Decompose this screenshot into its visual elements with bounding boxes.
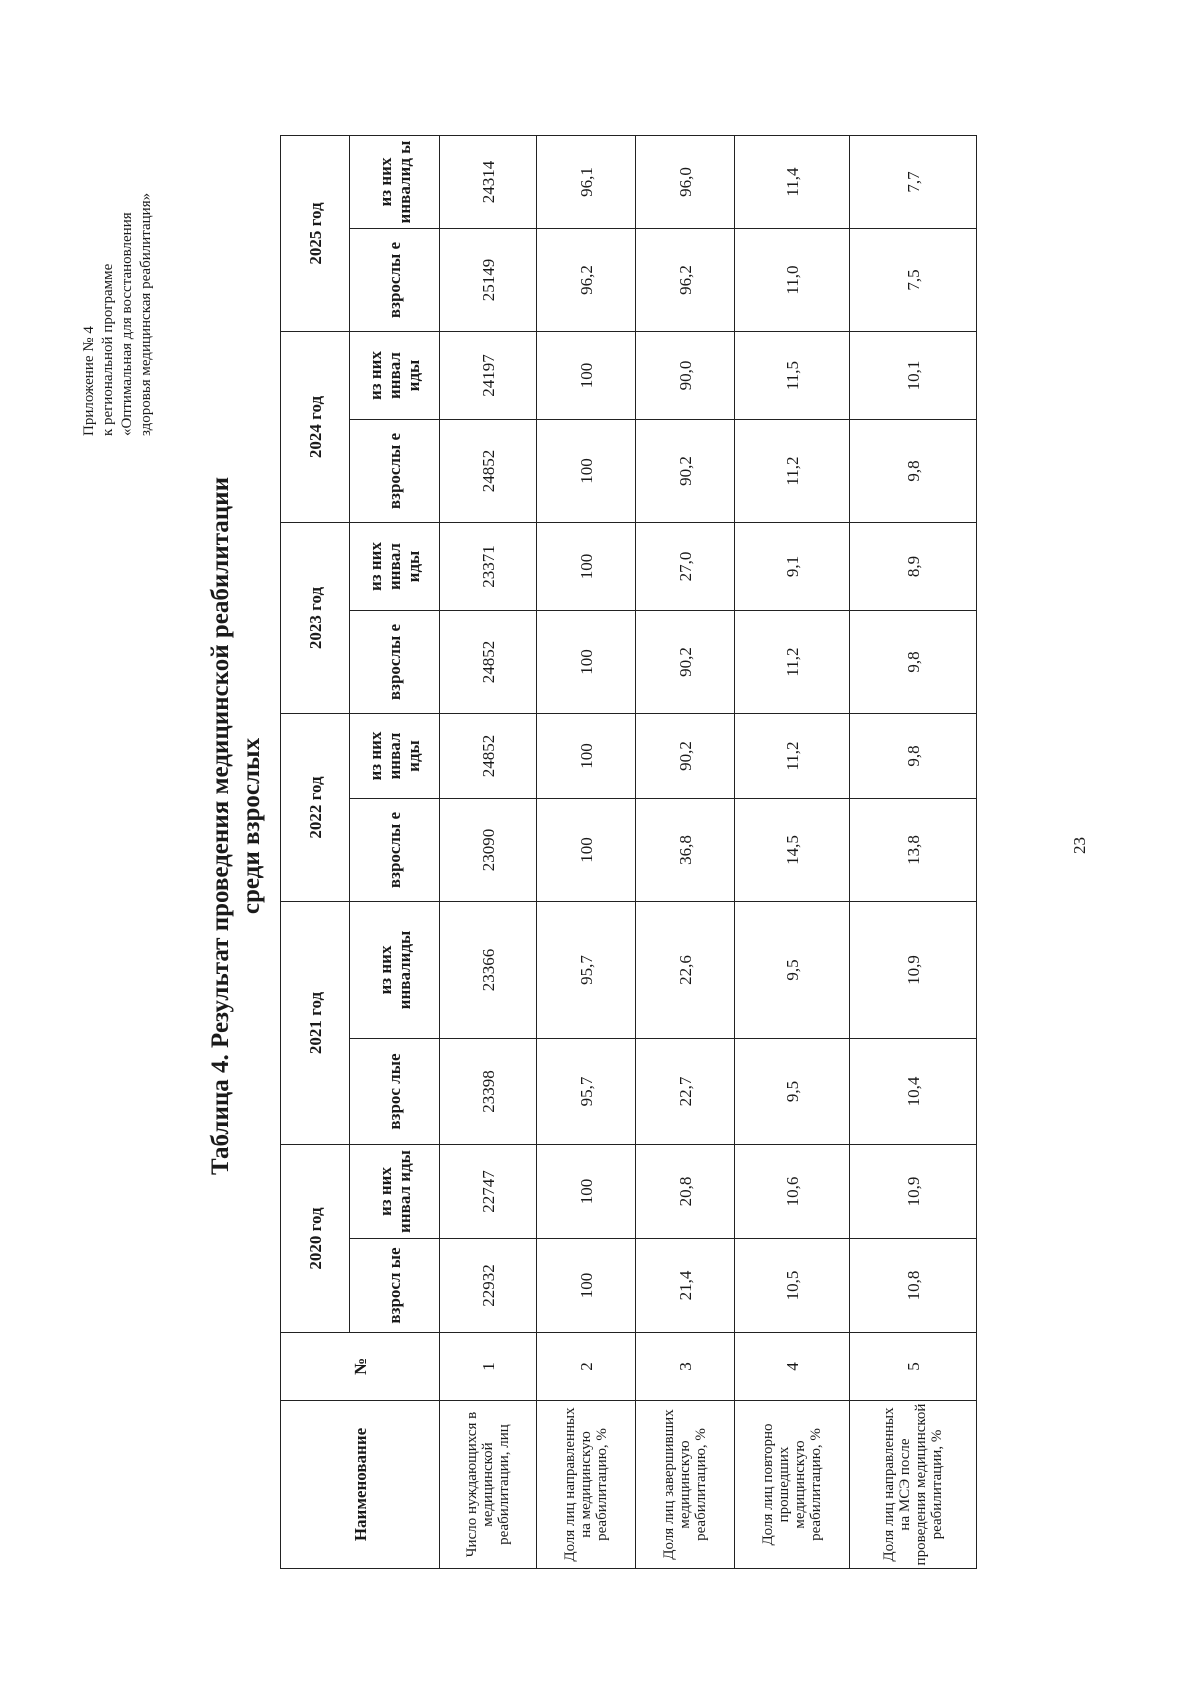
value-cell-disabled: 9,1 bbox=[735, 523, 850, 611]
value-cell-adults: 7,5 bbox=[850, 229, 977, 332]
value-cell-adults: 9,8 bbox=[850, 611, 977, 714]
value-cell-disabled: 9,5 bbox=[735, 902, 850, 1039]
value-cell-disabled: 10,9 bbox=[850, 902, 977, 1039]
value-cell-adults: 10,8 bbox=[850, 1239, 977, 1333]
table-title-line: Таблица 4. Результат проведения медицинской реабилитации bbox=[207, 477, 234, 1176]
value-cell-disabled: 10,1 bbox=[850, 332, 977, 420]
value-cell-disabled: 100 bbox=[537, 332, 636, 420]
table-row bbox=[735, 136, 850, 1569]
year-header: 2025 год bbox=[281, 136, 350, 332]
value-cell-disabled: 90,2 bbox=[636, 714, 735, 799]
table-title-line: среди взрослых bbox=[238, 737, 265, 915]
subheader-adults: взрослы е bbox=[350, 229, 440, 332]
value-cell-adults: 95,7 bbox=[537, 1039, 636, 1145]
value-cell-adults: 11,0 bbox=[735, 229, 850, 332]
subheader-adults: взрослы е bbox=[350, 420, 440, 523]
value-cell-adults: 21,4 bbox=[636, 1239, 735, 1333]
appendix-line: к региональной программе bbox=[100, 263, 116, 436]
value-cell-disabled: 24852 bbox=[440, 714, 537, 799]
col-header-number: № bbox=[281, 1333, 440, 1401]
row-number-cell: 2 bbox=[537, 1333, 636, 1401]
subheader-disabled: из них инвал иды bbox=[350, 714, 440, 799]
value-cell-disabled: 96,0 bbox=[636, 136, 735, 229]
results-table bbox=[280, 135, 977, 1569]
value-cell-disabled: 90,0 bbox=[636, 332, 735, 420]
value-cell-adults: 96,2 bbox=[537, 229, 636, 332]
subheader-disabled: из них инвалиды bbox=[350, 902, 440, 1039]
value-cell-disabled: 100 bbox=[537, 1145, 636, 1239]
value-cell-disabled: 100 bbox=[537, 523, 636, 611]
row-number-cell: 4 bbox=[735, 1333, 850, 1401]
value-cell-disabled: 22,6 bbox=[636, 902, 735, 1039]
value-cell-disabled: 10,6 bbox=[735, 1145, 850, 1239]
subheader-disabled: из них инвалид ы bbox=[350, 136, 440, 229]
value-cell-adults: 10,4 bbox=[850, 1039, 977, 1145]
value-cell-disabled: 95,7 bbox=[537, 902, 636, 1039]
value-cell-adults: 22932 bbox=[440, 1239, 537, 1333]
value-cell-adults: 23398 bbox=[440, 1039, 537, 1145]
year-header-row bbox=[281, 136, 350, 1569]
year-header: 2022 год bbox=[281, 714, 350, 902]
value-cell-adults: 11,2 bbox=[735, 611, 850, 714]
appendix-line: «Оптимальная для восстановления bbox=[119, 212, 135, 436]
table-row bbox=[440, 136, 537, 1569]
value-cell-adults: 24852 bbox=[440, 420, 537, 523]
value-cell-adults: 22,7 bbox=[636, 1039, 735, 1145]
value-cell-adults: 9,8 bbox=[850, 420, 977, 523]
value-cell-adults: 96,2 bbox=[636, 229, 735, 332]
row-name-cell: Доля лиц направленных на МСЭ после проведения медицинской реабилитации, % bbox=[850, 1401, 977, 1569]
col-header-name: Наименование bbox=[281, 1401, 440, 1569]
page-number: 23 bbox=[1070, 837, 1089, 854]
value-cell-adults: 25149 bbox=[440, 229, 537, 332]
value-cell-disabled: 24314 bbox=[440, 136, 537, 229]
table-body bbox=[440, 136, 977, 1569]
value-cell-adults: 9,5 bbox=[735, 1039, 850, 1145]
row-name-cell: Доля лиц направленных на медицинскую реабилитацию, % bbox=[537, 1401, 636, 1569]
year-header: 2023 год bbox=[281, 523, 350, 714]
row-number-cell: 5 bbox=[850, 1333, 977, 1401]
subheader-adults: взросл ые bbox=[350, 1239, 440, 1333]
value-cell-disabled: 10,9 bbox=[850, 1145, 977, 1239]
year-header: 2024 год bbox=[281, 332, 350, 523]
row-name-cell: Число нуждающихся в медицинской реабилитации, лиц bbox=[440, 1401, 537, 1569]
value-cell-adults: 13,8 bbox=[850, 799, 977, 902]
value-cell-disabled: 22747 bbox=[440, 1145, 537, 1239]
year-header: 2021 год bbox=[281, 902, 350, 1145]
year-header: 2020 год bbox=[281, 1145, 350, 1333]
value-cell-disabled: 11,2 bbox=[735, 714, 850, 799]
appendix-line: здоровья медицинская реабилитация» bbox=[138, 192, 154, 436]
value-cell-disabled: 11,4 bbox=[735, 136, 850, 229]
table-title bbox=[205, 0, 267, 1696]
subheader-adults: взрослы е bbox=[350, 799, 440, 902]
table-row bbox=[636, 136, 735, 1569]
value-cell-disabled: 20,8 bbox=[636, 1145, 735, 1239]
appendix-line: Приложение № 4 bbox=[81, 326, 97, 436]
value-cell-adults: 11,2 bbox=[735, 420, 850, 523]
value-cell-disabled: 27,0 bbox=[636, 523, 735, 611]
subheader-disabled: из них инвал иды bbox=[350, 332, 440, 420]
subheader-disabled: из них инвал иды bbox=[350, 523, 440, 611]
value-cell-disabled: 11,5 bbox=[735, 332, 850, 420]
value-cell-adults: 36,8 bbox=[636, 799, 735, 902]
results-table-wrapper bbox=[280, 135, 977, 1569]
value-cell-adults: 14,5 bbox=[735, 799, 850, 902]
subheader-adults: взрос лые bbox=[350, 1039, 440, 1145]
value-cell-adults: 10,5 bbox=[735, 1239, 850, 1333]
value-cell-adults: 23090 bbox=[440, 799, 537, 902]
subheader-disabled: из них инвал иды bbox=[350, 1145, 440, 1239]
row-name-cell: Доля лиц повторно прошедших медицинскую реабилитацию, % bbox=[735, 1401, 850, 1569]
value-cell-disabled: 96,1 bbox=[537, 136, 636, 229]
value-cell-adults: 90,2 bbox=[636, 420, 735, 523]
row-number-cell: 1 bbox=[440, 1333, 537, 1401]
table-row bbox=[537, 136, 636, 1569]
value-cell-adults: 100 bbox=[537, 1239, 636, 1333]
value-cell-disabled: 23371 bbox=[440, 523, 537, 611]
table-row bbox=[850, 136, 977, 1569]
value-cell-disabled: 24197 bbox=[440, 332, 537, 420]
subheader-adults: взрослы е bbox=[350, 611, 440, 714]
value-cell-adults: 90,2 bbox=[636, 611, 735, 714]
value-cell-disabled: 8,9 bbox=[850, 523, 977, 611]
value-cell-adults: 24852 bbox=[440, 611, 537, 714]
row-number-cell: 3 bbox=[636, 1333, 735, 1401]
appendix-note bbox=[80, 136, 156, 436]
value-cell-disabled: 7,7 bbox=[850, 136, 977, 229]
row-name-cell: Доля лиц завершивших медицинскую реабилитацию, % bbox=[636, 1401, 735, 1569]
value-cell-adults: 100 bbox=[537, 611, 636, 714]
value-cell-disabled: 23366 bbox=[440, 902, 537, 1039]
value-cell-adults: 100 bbox=[537, 420, 636, 523]
value-cell-disabled: 9,8 bbox=[850, 714, 977, 799]
value-cell-disabled: 100 bbox=[537, 714, 636, 799]
value-cell-adults: 100 bbox=[537, 799, 636, 902]
